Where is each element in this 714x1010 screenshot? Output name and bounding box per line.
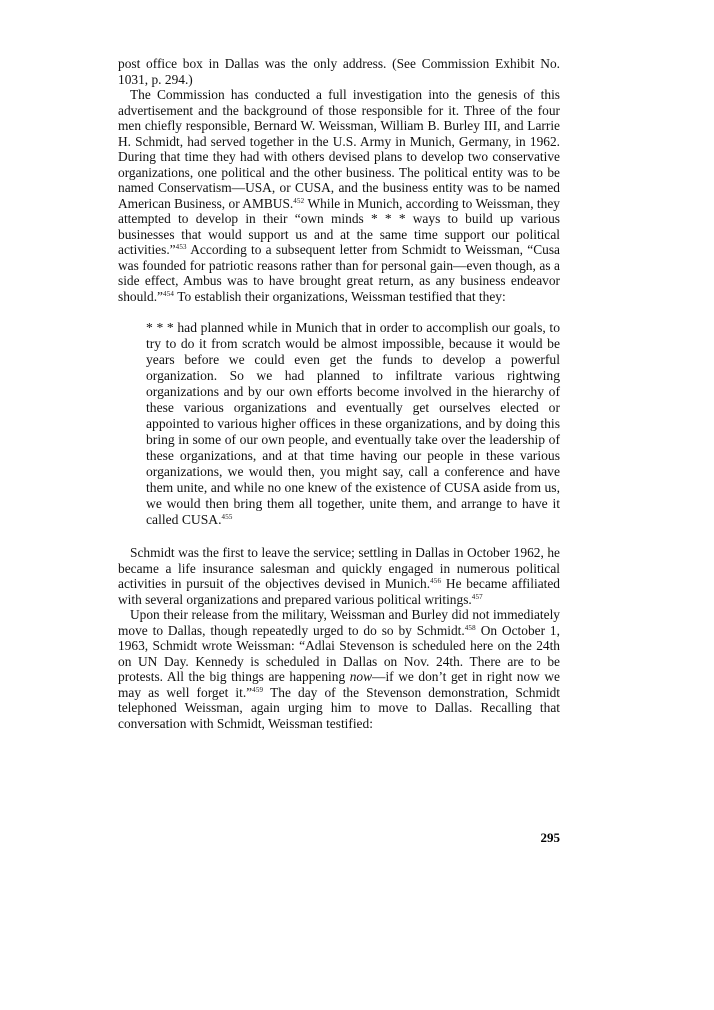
quote-paragraph	[146, 320, 560, 528]
text-run: post office box in Dallas was the only address. (See Commission Exhibit No. 1031, p. 294.)	[118, 56, 560, 87]
body-text-before-quote	[118, 56, 560, 304]
footnote-reference: 455	[221, 513, 233, 521]
text-run: —if we don’t get in right now we may as well forget it.”	[118, 669, 560, 700]
text-run: Schmidt was the first to leave the service; settling in Dallas in October 1962, he became a life insurance salesman and quickly engaged in numerous political activities in pursuit of the objectives devised in Munich.	[118, 545, 560, 591]
text-run: While in Munich, according to Weissman, they attempted to develop in their “own minds * * * ways to build up various businesses that would support us and at the same time support our political activities.”	[118, 195, 560, 257]
text-run: On October 1, 1963, Schmidt wrote Weissman: “Adlai Stevenson is scheduled here on the 24th on UN Day. Kennedy is scheduled in Dallas on Nov. 24th. There are to be protests. All the big things are happening	[118, 622, 560, 684]
text-run: He became affiliated with several organizations and prepared various political writings.	[118, 576, 560, 607]
paragraph	[118, 545, 560, 607]
body-text-after-quote	[118, 545, 560, 731]
text-run: * * * had planned while in Munich that in order to accomplish our goals, to try to do it from scratch would be almost impossible, because it would be years before we could even get the funds to develop a powerful organization. So we had planned to infiltrate various rightwing organizations and by our own efforts become involved in the hierarchy of these various organizations and eventually get ourselves elected or appointed to various higher offices in these organizations, and by doing this bring in some of our own people, and eventually take over the leadership of these organizations, and at that time having our people in these various organizations, we would then, you might say, call a conference and have them unite, and while no one knew of the existence of CUSA aside from us, we would then bring them all together, unite them, and arrange to have it called CUSA.	[146, 320, 560, 527]
footnote-reference: 456	[430, 577, 442, 585]
block-quote	[146, 320, 560, 528]
footnote-reference: 453	[175, 243, 187, 251]
text-run: Upon their release from the military, Weissman and Burley did not immediately move to Dallas, though repeatedly urged to do so by Schmidt.	[118, 607, 560, 638]
footnote-reference: 458	[464, 623, 476, 632]
emphasis-text: now	[349, 669, 373, 684]
text-run: The Commission has conducted a full investigation into the genesis of this advertisement and the background of those responsible for it. Three of the four men chiefly responsible, Bernard W. Weissman, William B. Burley III, and Larrie H. Schmidt, had served together in the U.S. Army in Munich, Germany, in 1962. During that time they had with others devised plans to develop two conservative organizations, one political and the other business. The political entity was to be named Conservatism—USA, or CUSA, and the business entity was to be named American Business, or AMBUS.	[118, 87, 560, 211]
document-page	[118, 56, 560, 731]
text-run: To establish their organizations, Weissman testified that they:	[174, 288, 506, 304]
text-run: According to a subsequent letter from Schmidt to Weissman, “Cusa was founded for patriotic reasons rather than for personal gain—even though, as a side effect, Ambus was to have brought great return, as any business endeavor should.”	[118, 242, 560, 304]
paragraph	[118, 56, 560, 87]
footnote-reference: 452	[293, 196, 305, 205]
text-run: The day of the Stevenson demonstration, Schmidt telephoned Weissman, again urging him to move to Dallas. Recalling that conversation with Schmidt, Weissman testified:	[118, 684, 560, 731]
paragraph	[118, 607, 560, 731]
paragraph	[118, 87, 560, 304]
footnote-reference: 459	[252, 685, 264, 694]
page-number: 295	[540, 830, 560, 845]
footnote-reference: 454	[163, 289, 175, 298]
footnote-reference: 457	[471, 592, 483, 601]
